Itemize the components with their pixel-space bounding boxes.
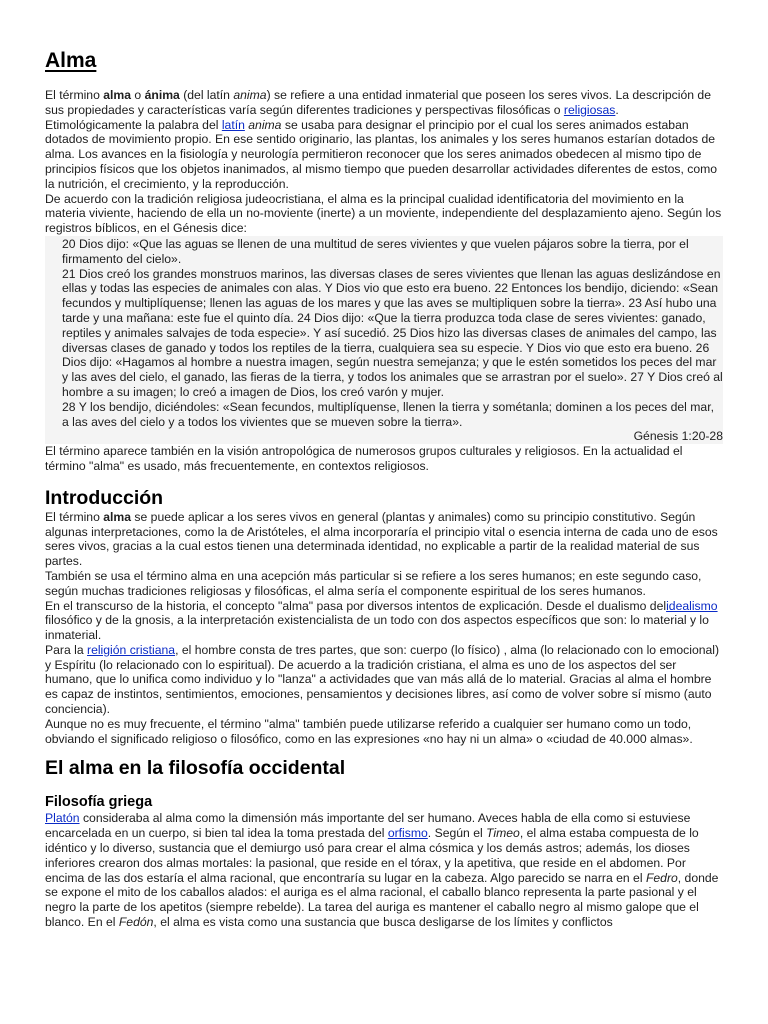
introduccion-paragraph-4 [45, 643, 723, 717]
link-latin[interactable]: latín [221, 117, 245, 132]
italic-term: anima [233, 88, 267, 102]
text: , el alma estaba compuesta de lo idéntico y lo diverso, sustancia que el demiurgo usó para crear el alma cósmica y los demás astros; además, los dioses inferiores crearon dos almas mortales: la pasional, que reside en el tórax, y la apetitiva, que reside en el abdomen. Por encima de las dos estaría el alma racional, que encontraría su lugar en la cabeza. Algo parecido se narra en el [45, 826, 699, 885]
link-idealismo[interactable]: idealismo [666, 598, 718, 613]
italic-title-fedon: Fedón [118, 915, 154, 930]
intro-paragraph-2 [45, 118, 723, 192]
text: Etimológicamente la palabra del [45, 117, 222, 132]
link-orfismo[interactable]: orfismo [387, 826, 428, 841]
text: El término [45, 88, 104, 102]
quote-verse-20: 20 Dios dijo: «Que las aguas se llenen de una multitud de seres vivientes y que vuelen pájaros sobre la tierra, por el firmamento del cielo». [62, 236, 689, 266]
text: . Según el [427, 826, 487, 841]
introduccion-section [45, 510, 723, 747]
italic-title-timeo: Timeo [486, 826, 520, 841]
intro-section [45, 88, 723, 236]
quote-citation: Génesis 1:20-28 [633, 429, 723, 444]
subsection-heading-filosofia-griega: Filosofía griega [45, 794, 153, 811]
italic-title-fedro: Fedro [645, 870, 678, 885]
quote-verses-21-27: 21 Dios creó los grandes monstruos marinos, las diversas clases de seres vivientes que llenan las aguas deslizándose en ellas y todas las especies de animales con alas. Y Dios vio que esto era bueno. 22 Entonces los bendijo, diciendo: «Sean fecundos y multiplíquense; llenen las aguas de los mares y que las aves se multipliquen sobre la tierra». 23 Así hubo una tarde y una mañana: este fue el quinto día. 24 Dios dijo: «Que la tierra produzca toda clase de seres vivientes: ganado, reptiles y animales salvajes de toda especie». Y así sucedió. 25 Dios hizo las diversas clases de animales del campo, las diversas clases de ganado y todos los reptiles de la tierra, cualquiera sea su especie. Y Dios vio que esto era bueno. 26 Dios dijo: «Hagamos al hombre a nuestra imagen, según nuestra semejanza; y que le estén sometidos los peces del mar y las aves del cielo, el ganado, las fieras de la tierra, y todos los animales que se arrastran por el suelo». 27 Y Dios creó al hombre a su imagen; lo creó a imagen de Dios, los creó varón y mujer. [62, 266, 723, 399]
bold-term-anima: ánima [144, 88, 180, 102]
text: consideraba al alma como la dimensión más importante del ser humano. Aveces habla de ella como si estuviese encarcelada en un cuerpo, si bien tal idea la toma prestada del [45, 811, 691, 841]
intro-paragraph-3: De acuerdo con la tradición religiosa judeocristiana, el alma es la principal cualidad identificatoria del movimiento en la materia viviente, haciendo de ella un no-moviente (inerte) a un moviente, independiente del desplazamiento ajeno. Según los registros bíblicos, en el Génesis dice: [45, 191, 722, 236]
text: , donde se expone el mito de los caballos alados: el auriga es el alma racional, el caballo blanco representa la parte pasional y el negro la parte de los apetitos (siempre rebelde). La tarea del auriga es mantener el caballo negro al mismo galope que el blanco. En el [45, 870, 719, 930]
text: se puede aplicar a los seres vivos en general (plantas y animales) como su principio constitutivo. Según algunas interpretaciones, como la de Aristóteles, el alma incorporaría el principio vital o esencia interna de cada uno de esos seres vivos, gracias a la cual estos tienen una determinada identidad, no explicable a partir de la realidad material de sus partes. [45, 509, 718, 569]
introduccion-paragraph-1 [45, 510, 723, 569]
introduccion-paragraph-3 [45, 599, 723, 643]
introduccion-paragraph-2: También se usa el término alma en una acepción más particular si se refiere a los seres humanos; en este segundo caso, según muchas tradiciones religiosas y filosóficas, el alma sería el componente espiritual de los seres humanos. [45, 568, 702, 598]
section-heading-filosofia-occidental: El alma en la filosofía occidental [45, 757, 346, 780]
page-title: Alma [45, 49, 97, 72]
text: o [131, 88, 145, 102]
intro-paragraph-1 [45, 88, 723, 118]
text: filosófico y de la gnosis, a la interpretación existencialista de un todo con dos aspectos específicos que son: lo material y lo inmaterial. [45, 613, 709, 643]
text: , el alma es vista como una sustancia que busca desligarse de los límites y conflictos [153, 915, 613, 930]
bold-term-alma: alma [103, 509, 132, 524]
text: Para la [45, 642, 88, 657]
quote-verse-28: 28 Y los bendijo, diciéndoles: «Sean fecundos, multiplíquense, llenen la tierra y sométanla; dominen a los peces del mar, a las aves del cielo y a todos los vivientes que se mueven sobre la tierra». [62, 399, 714, 429]
section-heading-introduccion: Introducción [45, 486, 164, 509]
link-religiosas[interactable]: religiosas [563, 102, 616, 117]
text: . [615, 102, 619, 117]
text: se usaba para designar el principio por el cual los seres animados estaban dotados de movimiento propio. En ese sentido originario, las plantas, los animales y los seres humanos estarían dotados de alma. Los avances en la fisiología y neurología permitieron reconocer que los seres animados obedecen al mismo tipo de principios físicos que los objetos inanimados, al mismo tiempo que pueden desarrollar actividades diferentes de estos, como la nutrición, el crecimiento, y la reproducción. [45, 117, 718, 191]
bold-term-alma: alma [103, 88, 132, 102]
link-platon[interactable]: Platón [45, 811, 80, 826]
italic-term: anima [248, 117, 282, 132]
text: En el transcurso de la historia, el concepto "alma" pasa por diversos intentos de explicación. Desde el dualismo del [45, 598, 667, 613]
link-religion-cristiana[interactable]: religión cristiana [87, 642, 176, 657]
filosofia-griega-paragraph [45, 811, 723, 929]
genesis-quote [45, 236, 723, 444]
text: , el hombre consta de tres partes, que son: cuerpo (lo físico) , alma (lo relacionado con lo emocional) y Espíritu (lo relacionado con lo espiritual). De acuerdo a la tradición cristiana, el alma es uno de los aspectos del ser humano, que lo unifica como individuo y lo "lanza" a actividades que van más allá de lo material. Gracias al alma el hombre es capaz de instintos, sentimientos, emociones, pensamientos y decisiones libres, así como de volver sobre sí mismo (auto conciencia). [45, 642, 720, 717]
text: (del latín [179, 88, 234, 102]
text: El término [45, 509, 104, 524]
after-quote-paragraph: El término aparece también en la visión antropológica de numerosos grupos culturales y religiosos. En la actualidad el término "alma" es usado, más frecuentemente, en contextos religiosos. [45, 444, 683, 473]
introduccion-paragraph-5: Aunque no es muy frecuente, el término "alma" también puede utilizarse referido a cualquier ser humano como un todo, obviando el significado religioso o filosófico, como en las expresiones «no hay ni un alma» o «ciudad de 40.000 almas». [45, 716, 693, 746]
text: ) se refiere a una entidad inmaterial que poseen los seres vivos. La descripción de sus propiedades y características varía según diferentes tradiciones y perspectivas filosóficas o [45, 88, 711, 117]
